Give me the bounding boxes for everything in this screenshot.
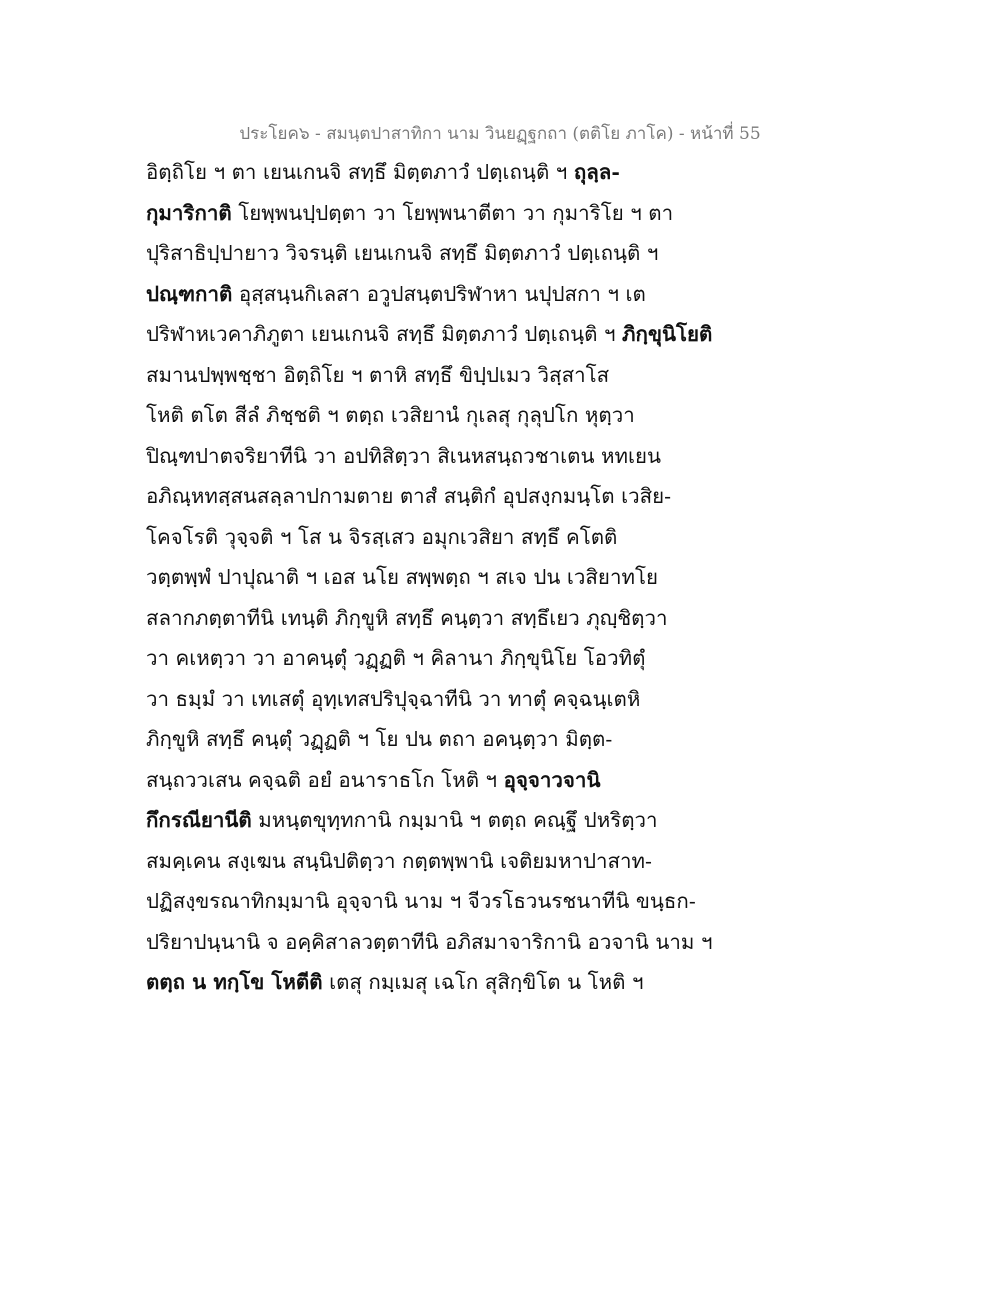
- text-line: [146, 233, 716, 274]
- text-line: [146, 760, 716, 801]
- text-run: โยพฺพนปฺปตฺตา วา โยพฺพนาตีตา วา กุมาริโย ฯ ตา: [231, 200, 674, 225]
- text-run: ปิณฺฑปาตจริยาทีนิ วา อปทิสิตฺวา สิเนหสนฺถวชาเตน หทเยน: [146, 443, 662, 468]
- text-run: ภิกฺขูหิ สทฺธึ คนฺตุํ วฏฺฏติ ฯ โย ปน ตถา อคนฺตฺวา มิตฺต-: [146, 727, 613, 751]
- text-run: วตฺตพฺพํ ปาปุณาติ ฯ เอส นโย สพฺพตฺถ ฯ สเจ ปน เวสิยาทโย: [146, 565, 658, 589]
- text-line: [146, 881, 716, 922]
- text-line: [146, 517, 716, 558]
- text-line: [146, 638, 716, 679]
- bold-term: กึกรณียานีติ: [146, 808, 252, 832]
- text-run: อภิณฺหทสฺสนสลฺลาปกามตาย ตาสํ สนฺติกํ อุปสงฺกมนฺโต เวสิย-: [146, 484, 672, 508]
- bold-term: กุมาริกาติ: [146, 200, 232, 225]
- text-line: [146, 193, 716, 234]
- text-run: สนฺถววเสน คจฺฉติ อยํ อนาราธโก โหติ ฯ: [146, 767, 504, 792]
- text-line: [146, 719, 716, 760]
- bold-term: อุจฺจาวจานิ: [503, 767, 601, 792]
- bold-term: ภิกฺขุนิโยติ: [622, 322, 713, 346]
- text-run: อิตฺถิโย ฯ ตา เยนเกนจิ สทฺธึ มิตฺตภาวํ ปตฺเถนฺติ ฯ: [146, 160, 574, 184]
- text-line: [146, 355, 716, 396]
- text-run: โคจโรติ วุจฺจติ ฯ โส น จิรสฺเสว อมุกเวสิยา สทฺธึ คโตติ: [146, 524, 618, 549]
- text-line: [146, 476, 716, 517]
- text-run: มหนฺตขุทฺทกานิ กมฺมานิ ฯ ตตฺถ คณฺฐึ ปหริตฺวา: [251, 808, 658, 832]
- text-run: สมานปพฺพชฺชา อิตฺถิโย ฯ ตาหิ สทฺธึ ขิปฺปเมว วิสฺสาโส: [146, 362, 610, 387]
- bold-term: ถุลฺล-: [573, 160, 620, 184]
- text-line: [146, 152, 716, 193]
- text-run: สลากภตฺตาทีนิ เทนฺติ ภิกฺขูหิ สทฺธึ คนฺตฺวา สทฺธึเยว ภุญฺชิตฺวา: [146, 605, 668, 630]
- text-run: วา ธมฺมํ วา เทเสตุํ อุทฺเทสปริปุจฺฉาทีนิ วา ทาตุํ คจฺฉนฺเตหิ: [146, 686, 641, 711]
- text-run: ปุริสาธิปฺปายาว วิจรนฺติ เยนเกนจิ สทฺธึ มิตฺตภาวํ ปตฺเถนฺติ ฯ: [146, 241, 659, 265]
- text-run: สมคฺเคน สงฺเฆน สนฺนิปติตฺวา กตฺตพฺพานิ เจติยมหาปาสาท-: [146, 848, 652, 873]
- body-text: [146, 152, 716, 1003]
- text-line: [146, 841, 716, 882]
- text-run: วา คเหตฺวา วา อาคนฺตุํ วฏฺฏติ ฯ คิลานา ภิกฺขุนิโย โอวทิตุํ: [146, 646, 646, 670]
- text-line: [146, 314, 716, 355]
- text-line: [146, 800, 716, 841]
- text-line: [146, 922, 716, 963]
- text-run: เตสุ กมฺเมสุ เฉโก สุสิกฺขิโต น โหติ ฯ: [322, 970, 644, 994]
- text-run: ปริยาปนฺนานิ จ อคฺคิสาลวตฺตาทีนิ อภิสมาจาริกานิ อวจานิ นาม ฯ: [146, 929, 713, 954]
- text-line: [146, 274, 716, 315]
- text-line: [146, 395, 716, 436]
- text-line: [146, 557, 716, 598]
- running-header: ประโยค๖ - สมนฺตปาสาทิกา นาม วินยฏฺฐกถา (ตติโย ภาโค) - หน้าที่ 55: [239, 124, 761, 144]
- text-line: [146, 598, 716, 639]
- text-line: [146, 962, 716, 1003]
- text-run: ปฏิสงฺขรณาทิกมฺมานิ อุจฺจานิ นาม ฯ จีวรโธวนรชนาทีนิ ขนฺธก-: [146, 889, 696, 913]
- bold-term: ปณฺฑกาติ: [146, 281, 233, 306]
- text-run: โหติ ตโต สีลํ ภิชฺชติ ฯ ตตฺถ เวสิยานํ กุเลสุ กุลุปโก หุตฺวา: [146, 403, 635, 427]
- text-run: ปริฬาหเวคาภิภูตา เยนเกนจิ สทฺธึ มิตฺตภาวํ ปตฺเถนฺติ ฯ: [146, 322, 623, 346]
- bold-term: ตตฺถ น ทกฺโข โหตีติ: [146, 970, 323, 994]
- text-line: [146, 436, 716, 477]
- text-run: อุสฺสนฺนกิเลสา อวูปสนฺตปริฬาหา นปุปสกา ฯ เต: [232, 281, 646, 306]
- text-line: [146, 679, 716, 720]
